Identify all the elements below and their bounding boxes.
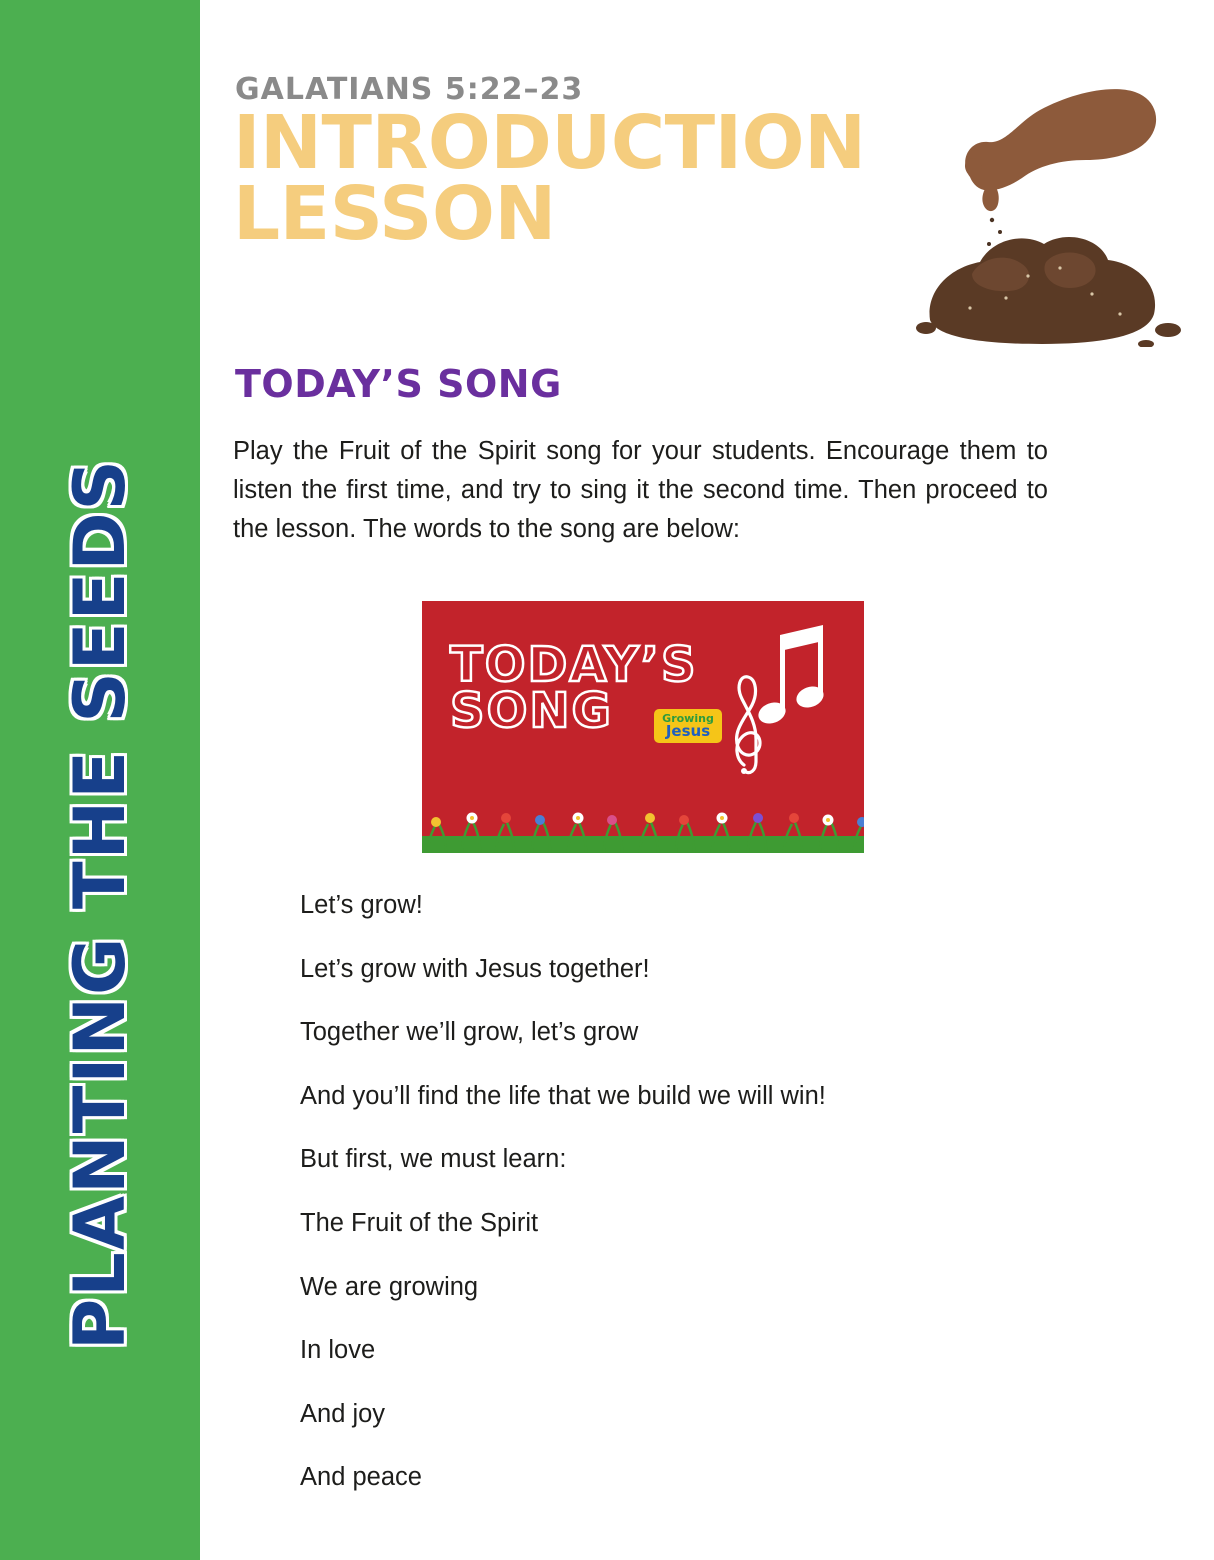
music-note-icon [722, 619, 842, 779]
flower-border-illustration [422, 798, 864, 853]
lyric-line: We are growing [300, 1272, 479, 1301]
page-title-line2: LESSON [233, 171, 556, 258]
growing-with-jesus-logo [654, 709, 722, 743]
song-lyrics-list [300, 890, 1100, 1526]
song-graphic-title-line1: TODAY’S [450, 637, 698, 693]
lyric-line: And peace [300, 1463, 422, 1492]
lyric-line: In love [300, 1336, 376, 1365]
logo-line2: Jesus [665, 722, 711, 740]
hand-planting-seeds-illustration [910, 62, 1200, 347]
lyric-line: But first, we must learn: [300, 1145, 567, 1174]
sidebar-rotated-label [0, 0, 200, 1530]
page-title [233, 100, 866, 258]
todays-song-graphic [422, 601, 864, 853]
lyric-line: Let’s grow with Jesus together! [300, 954, 650, 983]
page-bottom-strip-green [0, 1530, 200, 1560]
lyric-line: And joy [300, 1399, 386, 1428]
song-graphic-title-line2: SONG [450, 682, 613, 739]
logo-line1: Growing [662, 712, 714, 725]
sidebar [0, 0, 200, 1530]
page-content [200, 0, 1214, 1560]
lyric-line: Let’s grow! [300, 891, 423, 919]
lyric-line: The Fruit of the Spirit [300, 1208, 539, 1237]
section-heading: TODAY’S SONG [235, 362, 562, 406]
page-title-line1: INTRODUCTION [233, 100, 866, 186]
section-paragraph: Play the Fruit of the Spirit song for your students. Encourage them to listen the first time, and try to sing it the second time. Then proceed to the lesson. The words to the song are below: [233, 437, 1048, 543]
lyric-line: Together we’ll grow, let’s grow [300, 1018, 639, 1047]
sidebar-label-text: PLANTING THE SEEDS [59, 458, 141, 1350]
scripture-reference: GALATIANS 5:22–23 [235, 72, 584, 107]
lyric-line: And you’ll find the life that we build we will win! [300, 1081, 826, 1110]
